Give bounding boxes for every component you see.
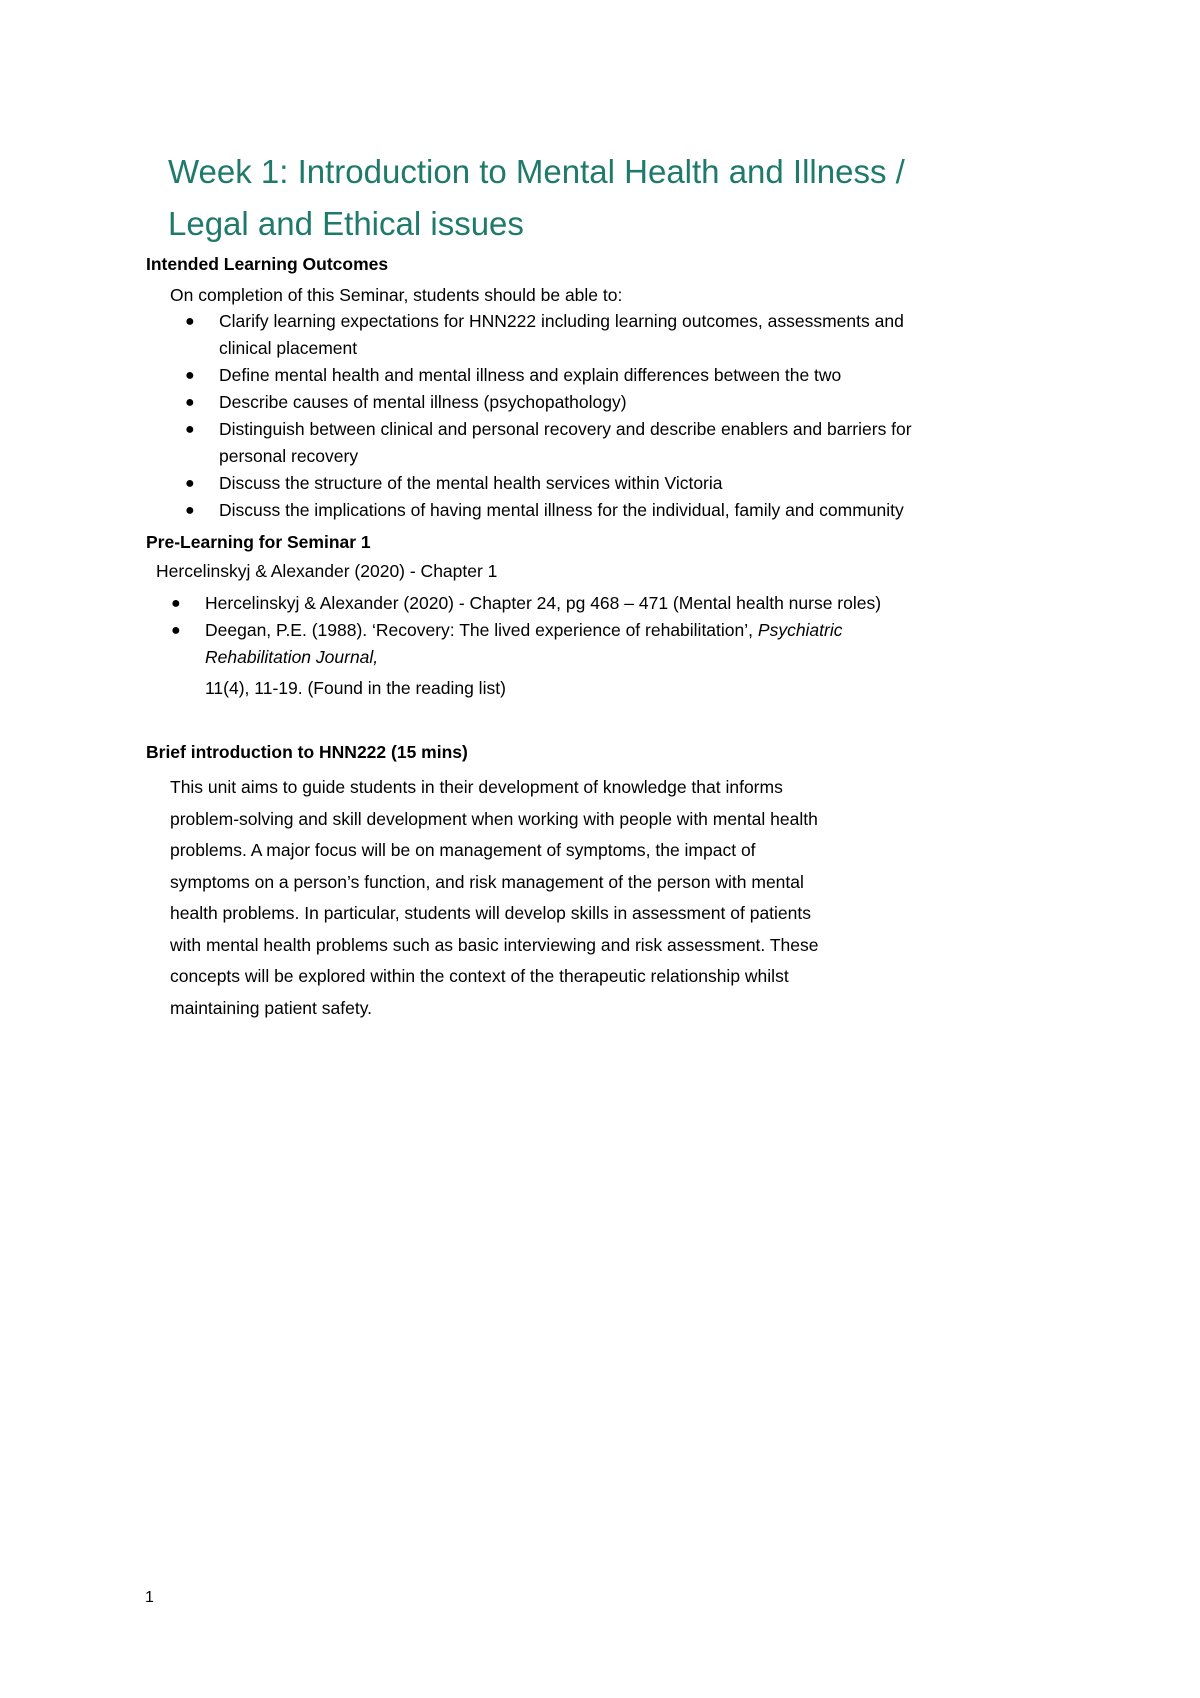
journal-title-cont: Rehabilitation Journal,	[205, 647, 379, 667]
list-item: ● Define mental health and mental illness and explain differences between the two	[219, 362, 912, 389]
paragraph-line: maintaining patient safety.	[170, 997, 373, 1018]
title-line-2: Legal and Ethical issues	[168, 205, 524, 242]
outcomes-list	[185, 308, 912, 524]
page-title	[168, 146, 905, 250]
list-item-continuation: personal recovery	[219, 446, 359, 466]
page-number: 1	[145, 1589, 154, 1606]
title-line-1: Week 1: Introduction to Mental Health and Illness /	[168, 153, 905, 190]
list-item: ● Hercelinskyj & Alexander (2020) - Chapter 24, pg 468 – 471 (Mental health nurse roles)	[205, 590, 881, 617]
paragraph-line: concepts will be explored within the context of the therapeutic relationship whilst	[170, 966, 789, 986]
bullet-icon: ●	[185, 502, 195, 519]
list-item: ● Discuss the implications of having mental illness for the individual, family and community	[219, 497, 912, 524]
list-item: ● Distinguish between clinical and personal recovery and describe enablers and barriers for	[219, 416, 912, 443]
paragraph-line: This unit aims to guide students in their development of knowledge that informs	[170, 777, 783, 797]
journal-title: Psychiatric	[757, 620, 843, 640]
bullet-icon: ●	[171, 622, 181, 639]
paragraph-line: with mental health problems such as basic interviewing and risk assessment. These	[170, 934, 819, 955]
bullet-icon: ●	[185, 367, 195, 384]
list-item-continuation: clinical placement	[219, 338, 358, 358]
list-item: ● Describe causes of mental illness (psychopathology)	[219, 389, 912, 416]
list-item: ● Discuss the structure of the mental health services within Victoria	[219, 470, 912, 497]
bullet-icon: ●	[185, 394, 195, 411]
paragraph-line: health problems. In particular, students will develop skills in assessment of patients	[170, 903, 812, 923]
list-item-continuation	[205, 644, 881, 671]
bullet-icon: ●	[185, 475, 195, 492]
paragraph-line: problem-solving and skill development when working with people with mental health	[170, 808, 818, 829]
intro-heading: Brief introduction to HNN222 (15 mins)	[146, 742, 468, 762]
paragraph-line: symptoms on a person’s function, and risk management of the person with mental	[170, 871, 804, 892]
intro-paragraph	[170, 772, 818, 1024]
outcomes-intro: On completion of this Seminar, students should be able to:	[170, 285, 623, 305]
list-item: ● Clarify learning expectations for HNN222 including learning outcomes, assessments and	[219, 308, 912, 335]
bullet-icon: ●	[185, 421, 195, 438]
paragraph-line: problems. A major focus will be on management of symptoms, the impact of	[170, 840, 756, 860]
prelearning-heading: Pre-Learning for Seminar 1	[146, 532, 371, 552]
outcomes-heading: Intended Learning Outcomes	[146, 254, 389, 274]
bullet-icon: ●	[185, 313, 195, 330]
prelearning-list	[171, 590, 882, 702]
bullet-icon: ●	[171, 595, 181, 612]
list-item: ● Deegan, P.E. (1988). ‘Recovery: The lived experience of rehabilitation’, Psychiatric	[205, 617, 881, 644]
list-item-continuation: 11(4), 11-19. (Found in the reading list)	[205, 678, 506, 698]
prelearning-first: Hercelinskyj & Alexander (2020) - Chapter 1	[156, 561, 498, 581]
